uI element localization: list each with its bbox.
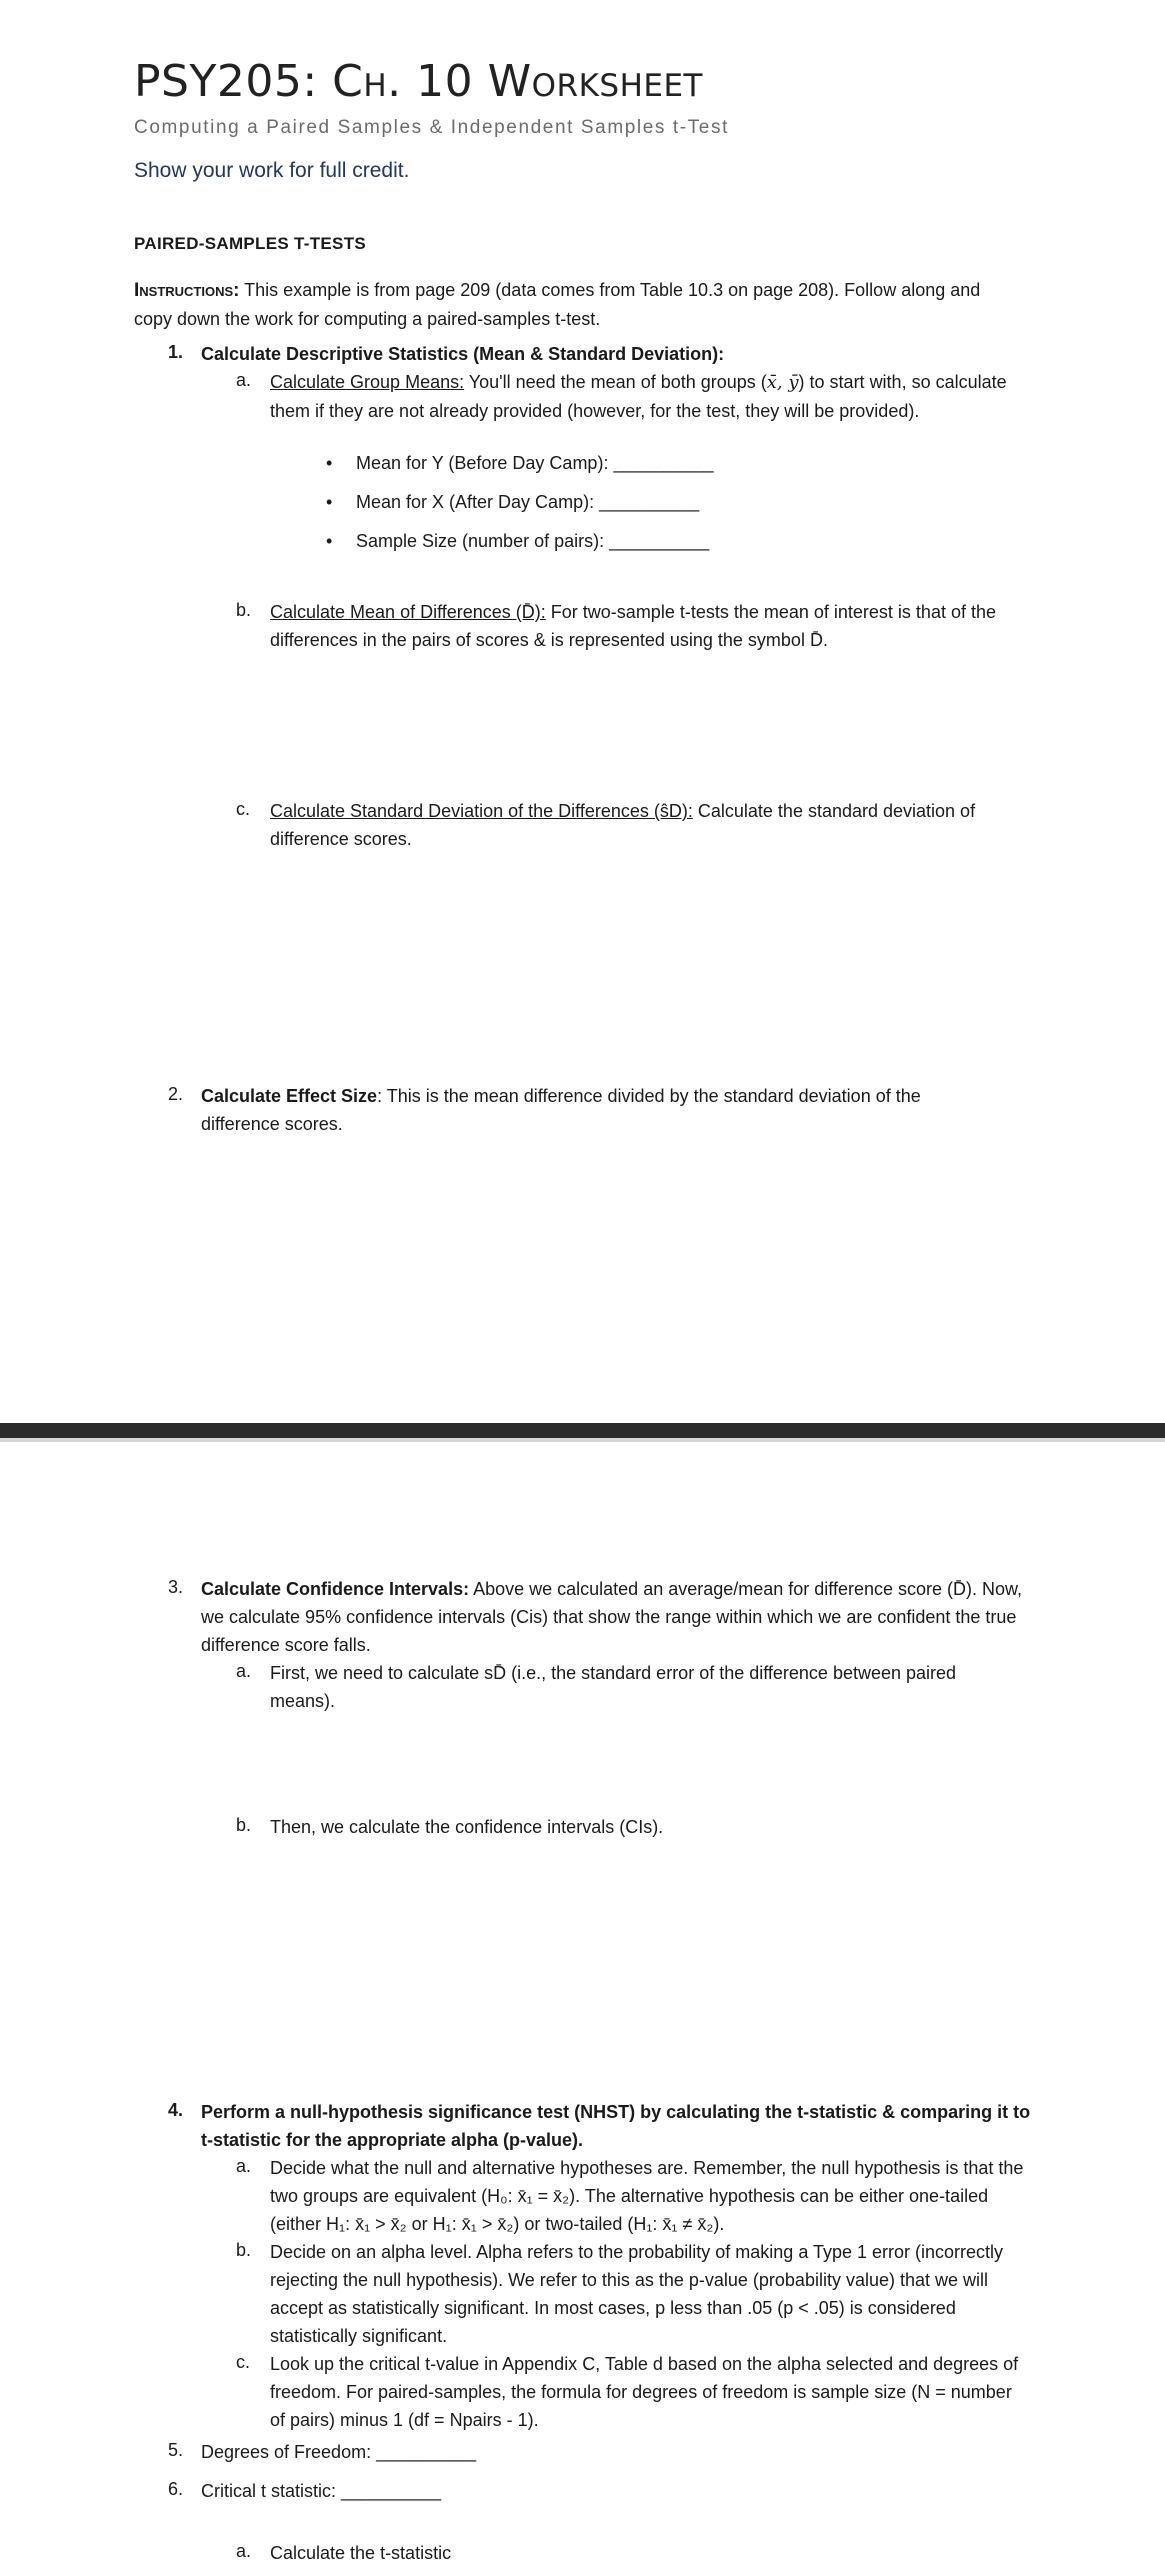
q3a-label: a. [236, 1661, 252, 1681]
instructions-lead: Instructions: [134, 280, 240, 301]
q1c-body: Calculate the standard deviation of difference scores. [270, 801, 976, 849]
q3b-label: b. [236, 1815, 252, 1835]
page-break-shadow [0, 1438, 1165, 1442]
title-smallcaps: Ch. 10 Worksheet [332, 56, 703, 107]
q4a-text: Decide what the null and alternative hypotheses are. Remember, the null hypothesis is that the two groups are equivalent (H₀: x̄₁ = x̄₂). The alternative hypothesis can be either one-tailed (either H₁: x̄₁ > x̄₂ or H₁: x̄₁ > x̄₂) or two-tailed (H₁: x̄₁ ≠ x̄₂). [270, 2158, 1024, 2234]
q1a-title: Calculate Group Means: [270, 372, 465, 392]
worksheet-subtitle: Computing a Paired Samples & Independent Samples t-Test [134, 117, 729, 138]
q3b-text: Then, we calculate the confidence intervals (CIs). [270, 1817, 664, 1837]
section-heading: PAIRED-SAMPLES T-TESTS [134, 234, 367, 253]
q1-title: Calculate Descriptive Statistics (Mean & Standard Deviation): [201, 344, 725, 364]
q1a-label: a. [236, 370, 252, 390]
q1a-text-2: ) to start with, so calculate them if they are not already provided (however, for the test, they will be provided). [270, 372, 1007, 421]
q1b-title: Calculate Mean of Differences (D̄): [270, 602, 546, 622]
q6-text: Critical t statistic: __________ [201, 2481, 442, 2501]
q1c-title: Calculate Standard Deviation of the Differences (ŝD): [270, 801, 693, 821]
q6a-text: Calculate the t-statistic [270, 2543, 452, 2563]
q4a-label: a. [236, 2156, 252, 2176]
q3a-text: First, we need to calculate sD̄ (i.e., the standard error of the difference between paired means). [270, 1663, 957, 1711]
q5-text: Degrees of Freedom: __________ [201, 2442, 477, 2462]
worksheet-title [134, 56, 703, 107]
q5-number: 5. [168, 2440, 184, 2460]
q1a-math: x̄, ȳ [766, 372, 799, 393]
q1a-text-1: You'll need the mean of both groups ( [464, 372, 767, 392]
q2-number: 2. [168, 1084, 184, 1104]
q3-text [201, 1575, 1026, 1659]
q4-title: Perform a null-hypothesis significance test (NHST) by calculating the t-statistic & comparing it to t-statistic for the appropriate alpha (p-value). [201, 2102, 1031, 2150]
bullet-mean-x: • Mean for X (After Day Camp): __________ [356, 492, 699, 513]
instructions-text: This example is from page 209 (data comes from Table 10.3 on page 208). Follow along and copy down the work for computing a paired-samples t-test. [134, 280, 981, 329]
q4-number: 4. [168, 2100, 184, 2120]
bullet-mean-y: • Mean for Y (Before Day Camp): __________ [356, 453, 714, 474]
title-prefix: PSY205: [134, 56, 333, 107]
q2-body: : This is the mean difference divided by the standard deviation of the difference scores. [201, 1086, 921, 1134]
q4b-text: Decide on an alpha level. Alpha refers to the probability of making a Type 1 error (incorrectly rejecting the null hypothesis). We refer to this as the p-value (probability value) that we will accept as statistically significant. In most cases, p less than .05 (p < .05) is considered statistically significant. [270, 2242, 1004, 2346]
q2-text [201, 1082, 981, 1138]
q6-number: 6. [168, 2479, 184, 2499]
page-break [0, 1423, 1165, 1438]
q1b-text [270, 598, 1030, 654]
q3-title: Calculate Confidence Intervals: [201, 1579, 470, 1599]
q1c-label: c. [236, 799, 251, 819]
q1-number: 1. [168, 342, 184, 362]
q2-title: Calculate Effect Size [201, 1086, 378, 1106]
q4c-label: c. [236, 2352, 251, 2372]
q3-number: 3. [168, 1577, 184, 1597]
q1b-body: For two-sample t-tests the mean of interest is that of the differences in the pairs of scores & is represented using the symbol D̄. [270, 602, 996, 650]
show-work-note: Show your work for full credit. [134, 159, 410, 182]
q4b-label: b. [236, 2240, 252, 2260]
instructions [134, 276, 1014, 333]
q1c-text [270, 797, 1030, 853]
q1b-label: b. [236, 600, 252, 620]
q3-body: Above we calculated an average/mean for difference score (D̄). Now, we calculate 95% confidence intervals (Cis) that show the range within which we are confident the true difference score falls. [201, 1579, 1023, 1655]
bullet-sample-size: • Sample Size (number of pairs): __________ [356, 531, 709, 552]
q1a-text [270, 368, 1025, 425]
q4c-text: Look up the critical t-value in Appendix C, Table d based on the alpha selected and degrees of freedom. For paired-samples, the formula for degrees of freedom is sample size (N = number of pairs) minus 1 (df = Npairs - 1). [270, 2354, 1019, 2430]
q6a-label: a. [236, 2541, 252, 2561]
